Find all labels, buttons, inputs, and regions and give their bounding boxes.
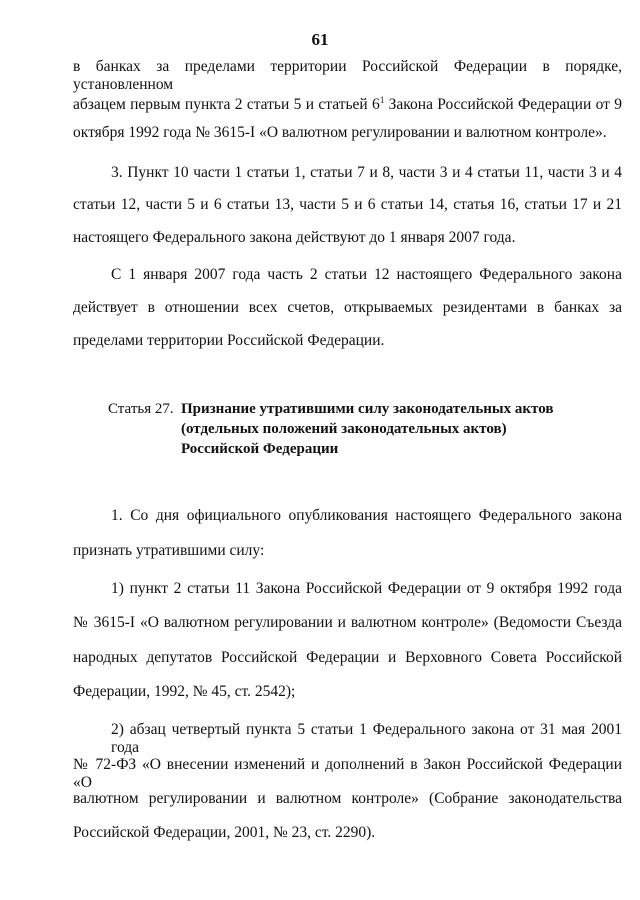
- text-line: [73, 91, 622, 114]
- text-line: № 72-ФЗ «О внесении изменений и дополнений в Закон Российской Федерации «О: [73, 756, 622, 791]
- text-line: 2) абзац четвертый пункта 5 статьи 1 Федерального закона от 31 мая 2001 года: [111, 721, 622, 756]
- article-title-line: Российской Федерации: [181, 441, 339, 457]
- text-line: валютном регулировании и валютном контроле» (Собрание законодательства: [73, 790, 622, 807]
- text-span: Закона Российской Федерации от 9: [384, 96, 622, 114]
- page-number: 61: [311, 30, 329, 49]
- text-line: действует в отношении всех счетов, открываемых резидентами в банках за: [73, 299, 622, 316]
- text-line: пределами территории Российской Федерации.: [73, 332, 385, 349]
- text-line: настоящего Федерального закона действуют до 1 января 2007 года.: [73, 229, 516, 246]
- text-line: 1. Со дня официального опубликования настоящего Федерального закона: [111, 507, 622, 524]
- text-line: 1) пункт 2 статьи 11 Закона Российской Федерации от 9 октября 1992 года: [111, 580, 622, 597]
- text-line: № 3615-I «О валютном регулировании и валютном контроле» (Ведомости Съезда: [73, 614, 622, 631]
- text-line: 3. Пункт 10 части 1 статьи 1, статьи 7 и 8, части 3 и 4 статьи 11, части 3 и 4: [111, 164, 622, 181]
- text-line: октября 1992 года № 3615-I «О валютном регулировании и валютном контроле».: [73, 124, 607, 141]
- text-line: в банках за пределами территории Российской Федерации в порядке, установленном: [73, 58, 622, 93]
- text-line: статьи 12, части 5 и 6 статьи 13, части 5 и 6 статьи 14, статья 16, статьи 17 и 21: [73, 196, 622, 213]
- text-line: признать утратившими силу:: [73, 542, 265, 559]
- article-title-line: (отдельных положений законодательных актов): [181, 421, 507, 437]
- text-line: Российской Федерации, 2001, № 23, ст. 2290).: [73, 824, 376, 841]
- text-line: народных депутатов Российской Федерации и Верховного Совета Российской: [73, 649, 622, 666]
- article-title-line: Признание утратившими силу законодательных актов: [181, 401, 554, 417]
- superscript: 1: [379, 95, 385, 105]
- text-line: Федерации, 1992, № 45, ст. 2542);: [73, 683, 296, 700]
- article-label: Статья 27.: [108, 401, 174, 417]
- text-line: С 1 января 2007 года часть 2 статьи 12 настоящего Федерального закона: [111, 266, 622, 283]
- text-span: абзацем первым пункта 2 статьи 5 и статьей 6: [73, 96, 380, 114]
